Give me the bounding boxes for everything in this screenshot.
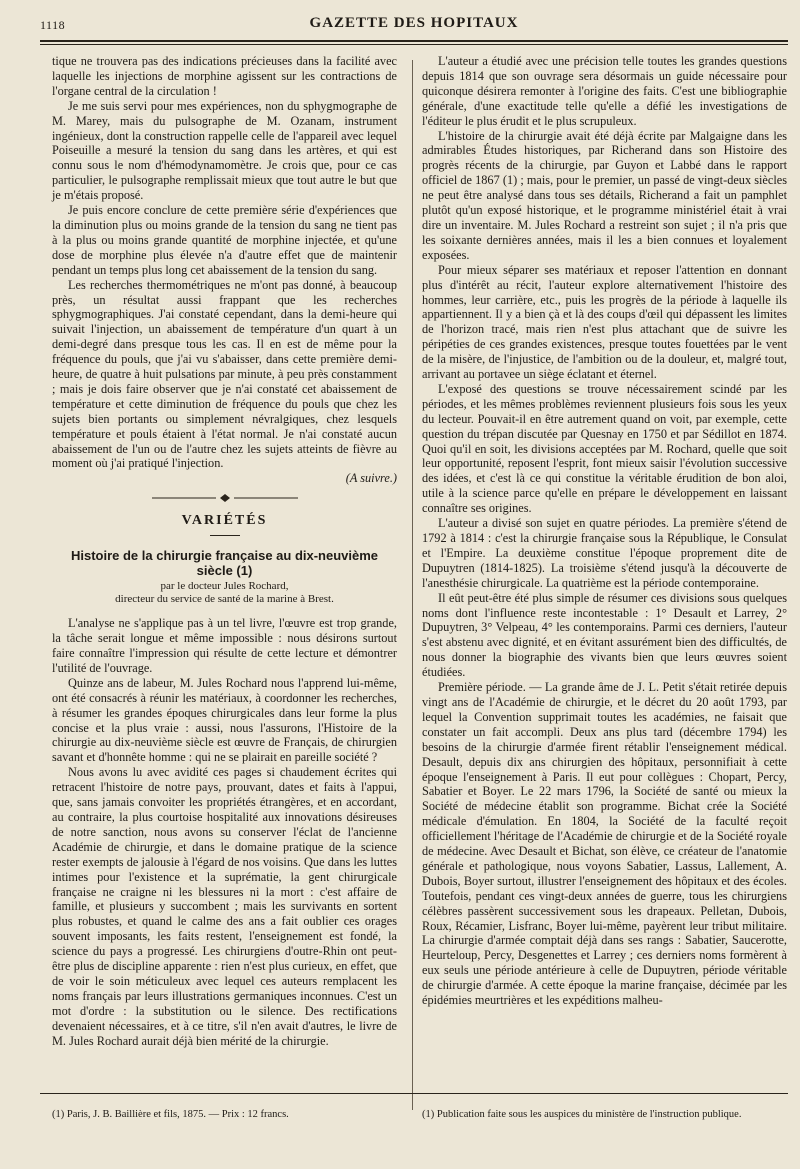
footnote: (1) Publication faite sous les auspices du ministère de l'instruction publique. <box>422 1108 742 1120</box>
ornament-divider <box>150 494 300 502</box>
paragraph: Je me suis servi pour mes expériences, non du sphygmographe de M. Marey, mais du pulsographe de M. Ozanam, instrument ingénieux, dont la construction rappelle celle de l'appareil avec lequel Poiseuille a mesuré la tension du sang dans les artères, et qui est connu sous le nom d'hémodynamomètre. Je crois que, pour ce cas particulier, le pulsographe remplissait mieux que tout autre le but que je m'étais proposé. <box>52 98 397 203</box>
paragraph: L'auteur a étudié avec une précision telle toutes les grandes questions depuis 1814 que son ouvrage sera désormais un guide nécessaire pour quiconque désirera remonter à l'origine des faits. C'est une bibliographie générale, d'une exactitude telle qu'elle a défié les investigations de l'éditeur le plus érudit et le plus scrupuleux. <box>422 54 787 128</box>
to-be-continued: (A suivre.) <box>345 471 397 486</box>
footnote-rule <box>40 1093 788 1094</box>
paragraph: Nous avons lu avec avidité ces pages si chaudement écrites qui retracent l'histoire de notre pays, prouvant, dates et faits à l'appui, que, sans jamais convoiter les propriétés étrangères, et en accordant, au contraire, la plus courtoise hospitalité aux innovations désireuses de notre sanction, nous avons su conserver l'éclat de l'ancienne Académie de chirurgie, et dans le domaine pratique de la science rester exempts de jalousie à l'égard de nos voisins. Que dans les luttes intimes pour l'existence et la suprématie, la gent chirurgicale française ne craigne ni les blessures ni la mort : c'est affaire de famille, et plusieurs y succombent ; mais les survivants en sortent plus robustes, et quand le calme des ans a fait oublier ces orages souvent imposants, les faits restent, l'enseignement est fondé, la science du pays a progressé. Les chirurgiens d'outre-Rhin ont peut-être plus de discipline apparente : rien n'est plus curieux, en effet, que de voir le soin méticuleux avec lequel ces auteurs remplacent les noms français par leurs illustrations germaniques inconnues. C'est un mot d'ordre : la substitution ou le silence. Des rectifications devenaient nécessaires, et à ce titre, s'il n'en avait d'autres, le livre de M. Jules Rochard aurait déjà bien mérité de la chirurgie. <box>52 765 397 1048</box>
header-rule <box>40 40 788 42</box>
byline-position: directeur du service de santé de la marine à Brest. <box>115 593 334 606</box>
left-footnote-block <box>52 1097 397 1131</box>
byline-author: par le docteur Jules Rochard, <box>160 580 289 593</box>
footnote: (1) Paris, J. B. Baillière et fils, 1875. — Prix : 12 francs. <box>52 1108 289 1120</box>
paragraph: Pour mieux séparer ses matériaux et reposer l'attention en donnant plus d'intérêt au récit, l'auteur explore alternativement l'histoire des hommes, leur carrière, etc., puis les progrès de la période à laquelle ils appartiennent. Il y a bien çà et là des coups d'œil qui dépassent les limites de l'horizon tracé, mais rien n'est plus attachant que de suivre les péripéties de ces grandes existences, presque toutes fouettées par le vent de la misère, de l'injustice, de l'ambition ou de la douleur, et, malgré tout, arrivant au portavee un siège éclatant et éternel. <box>422 262 787 382</box>
paragraph: L'analyse ne s'applique pas à un tel livre, l'œuvre est trop grande, la tâche serait longue et même impossible : nous désirons surtout faire connaître l'impression qui résulte de cette lecture et démontrer l'utilité de l'ouvrage. <box>52 616 397 675</box>
header-rule-thin <box>40 44 788 45</box>
right-column <box>422 54 787 1008</box>
section-heading: VARIÉTÉS <box>181 513 268 529</box>
article-title: Histoire de la chirurgie française au dix-neuvième siècle (1) <box>70 548 379 579</box>
paragraph: L'exposé des questions se trouve nécessairement scindé par les périodes, et les mêmes problèmes reviennent plusieurs fois sous les yeux du lecteur. Pouvait-il en être autrement quand on voit, par exemple, cette question du trépan discutée par Quesnay en 1750 et par Sédillot en 1874. Quoi qu'il en soit, les divisions acceptées par M. Rochard, quelle que soit leur opportunité, reposent l'esprit, font mieux saisir l'évolution successive des idées, et c'est là ce qui constitue la véritable érudition de bon aloi, utile à la science parce qu'elle en prépare le développement en laissant connaître ses origines. <box>422 381 787 516</box>
running-title: GAZETTE DES HOPITAUX <box>309 15 519 31</box>
paragraph: L'histoire de la chirurgie avait été déjà écrite par Malgaigne dans les admirables Études historiques, par Richerand dans son Histoire des progrès récents de la chirurgie, par Guyon et Labbé dans le rapport officiel de 1867 (1) ; mais, pour le premier, un passé de vingt-deux siècles ne peut être analysé dans tous ses détails, Richerand a fait un pamphlet plutôt qu'un exposé historique, et le programme ministériel était à vrai dire un inventaire. M. Jules Rochard a restreint son sujet ; il n'a pris que les soixante dernières années, mais il les a bien connues et loyalement exposées. <box>422 128 787 262</box>
paragraph: L'auteur a divisé son sujet en quatre périodes. La première s'étend de 1792 à 1814 : c'est la chirurgie française sous la République, le Consulat et l'Empire. La deuxième constitue l'époque proprement dite de Dupuytren (1814-1825). La troisième s'étend jusqu'à la découverte de l'anesthésie chirurgicale. La quatrième est la période contemporaine. <box>422 516 787 590</box>
right-footnote-block <box>422 1097 787 1131</box>
paragraph: Il eût peut-être été plus simple de résumer ces divisions sous quelques noms dont l'influence reste incontestable : 1° Desault et Larrey, 2° Dupuytren, 3° Velpeau, 4° les contemporains. Parmi ces derniers, l'auteur s'est abstenu avec dignité, et en évitant assurément bien des difficultés, de nous donner la biographie des vivants bien que leurs œuvres soient étudiées. <box>422 590 787 680</box>
heading-rule <box>210 535 240 536</box>
page-header <box>40 14 788 38</box>
page-number: 1118 <box>40 18 66 32</box>
paragraph: Je puis encore conclure de cette première série d'expériences que la diminution plus ou moins grande de la tension du sang ne tient pas à la plus ou moins grande quantité de morphine injectée, et qu'une dose de morphine plus élevée n'a d'autre effet que de maintenir pendant un temps plus long cet abaissement de la tension du sang. <box>52 203 397 277</box>
paragraph: Les recherches thermométriques ne m'ont pas donné, à beaucoup près, un résultat aussi frappant que les recherches sphygmographiques. J'ai constaté cependant, dans la demi-heure qui suivait l'injection, un abaissement de température d'un quart à un demi-degré dans presque tous les cas. Il en est de même pour la fréquence du pouls, que j'ai vu s'abaisser, dans cette première demi-heure, de quatre à huit pulsations par minute, à peu près constamment ; mais je dois faire observer que je n'ai constaté cet abaissement de température et cette diminution de fréquence du pouls que chez les sujets bien portants ou simplement névralgiques, chez lesquels température et pouls étaient à l'état normal. Je n'ai constaté aucun abaissement de l'un ou de l'autre chez les sujets atteints de fièvre au moment où j'ai pratiqué l'injection. <box>52 277 397 471</box>
paragraph: tique ne trouvera pas des indications précieuses dans la facilité avec laquelle les injections de morphine agissent sur les contractions de l'organe central de la circulation ! <box>52 54 397 98</box>
paragraph: Quinze ans de labeur, M. Jules Rochard nous l'apprend lui-même, ont été consacrés à réunir les matériaux, à coordonner les recherches, à résumer les grandes époques chirurgicales dans leur forme la plus concise et la plus vraie : aussi, nous l'assurons, l'Histoire de la chirurgie au dix-neuvième siècle est œuvre de Français, de chirurgien savant et d'honnête homme : qui ne se plairait en pareille société ? <box>52 675 397 765</box>
left-column <box>52 54 397 1048</box>
paragraph: Première période. — La grande âme de J. L. Petit s'était retirée depuis vingt ans de l'Académie de chirurgie, et le décret du 20 août 1793, par lequel la Convention supprimait toutes les académies, ne faisait que constater un fait accompli. Deux ans plus tard (décembre 1794) les besoins de la chirurgie d'armée firent rétablir l'enseignement médical. Desault, depuis dix ans chirurgien des hôpitaux, personnifiait à cette époque l'enseignement à Paris. Il eut pour collègues : Chopart, Percy, Sabatier et Boyer. Le 22 mars 1796, la Société de santé ou mieux la Société de médecine établit son programme. Bichat crée la Société médicale d'émulation. En 1804, la Société de la faculté reçoit officiellement l'héritage de l'Académie de chirurgie et de la Société royale de médecine. Avec Desault et Bichat, son élève, ce créateur de l'anatomie générale et pathologique, nous voyons Sabatier, Lassus, Lallement, A. Dubois, Boyer surtout, illustrer l'enseignement des hôpitaux et des écoles. Toutefois, pendant ces vingt-deux années de guerre, tous les chirurgiens célèbres passèrent successivement sous les drapeaux. Pelletan, Dubois, Roux, Récamier, Lisfranc, Boyer lui-même, payèrent leur tribut militaire. La chirurgie d'armée comptait déjà dans ses rangs : Sabatier, Saucerotte, Heurteloup, Percy, Desgenettes et Larrey ; ces derniers noms formèrent à eux seuls une période antérieure à celle de Dupuytren, période véritable de chirurgie d'armée. A cette époque la marine française, décimée par les épidémies meurtrières et les expéditions malheu- <box>422 680 787 1008</box>
column-divider <box>412 60 413 1110</box>
